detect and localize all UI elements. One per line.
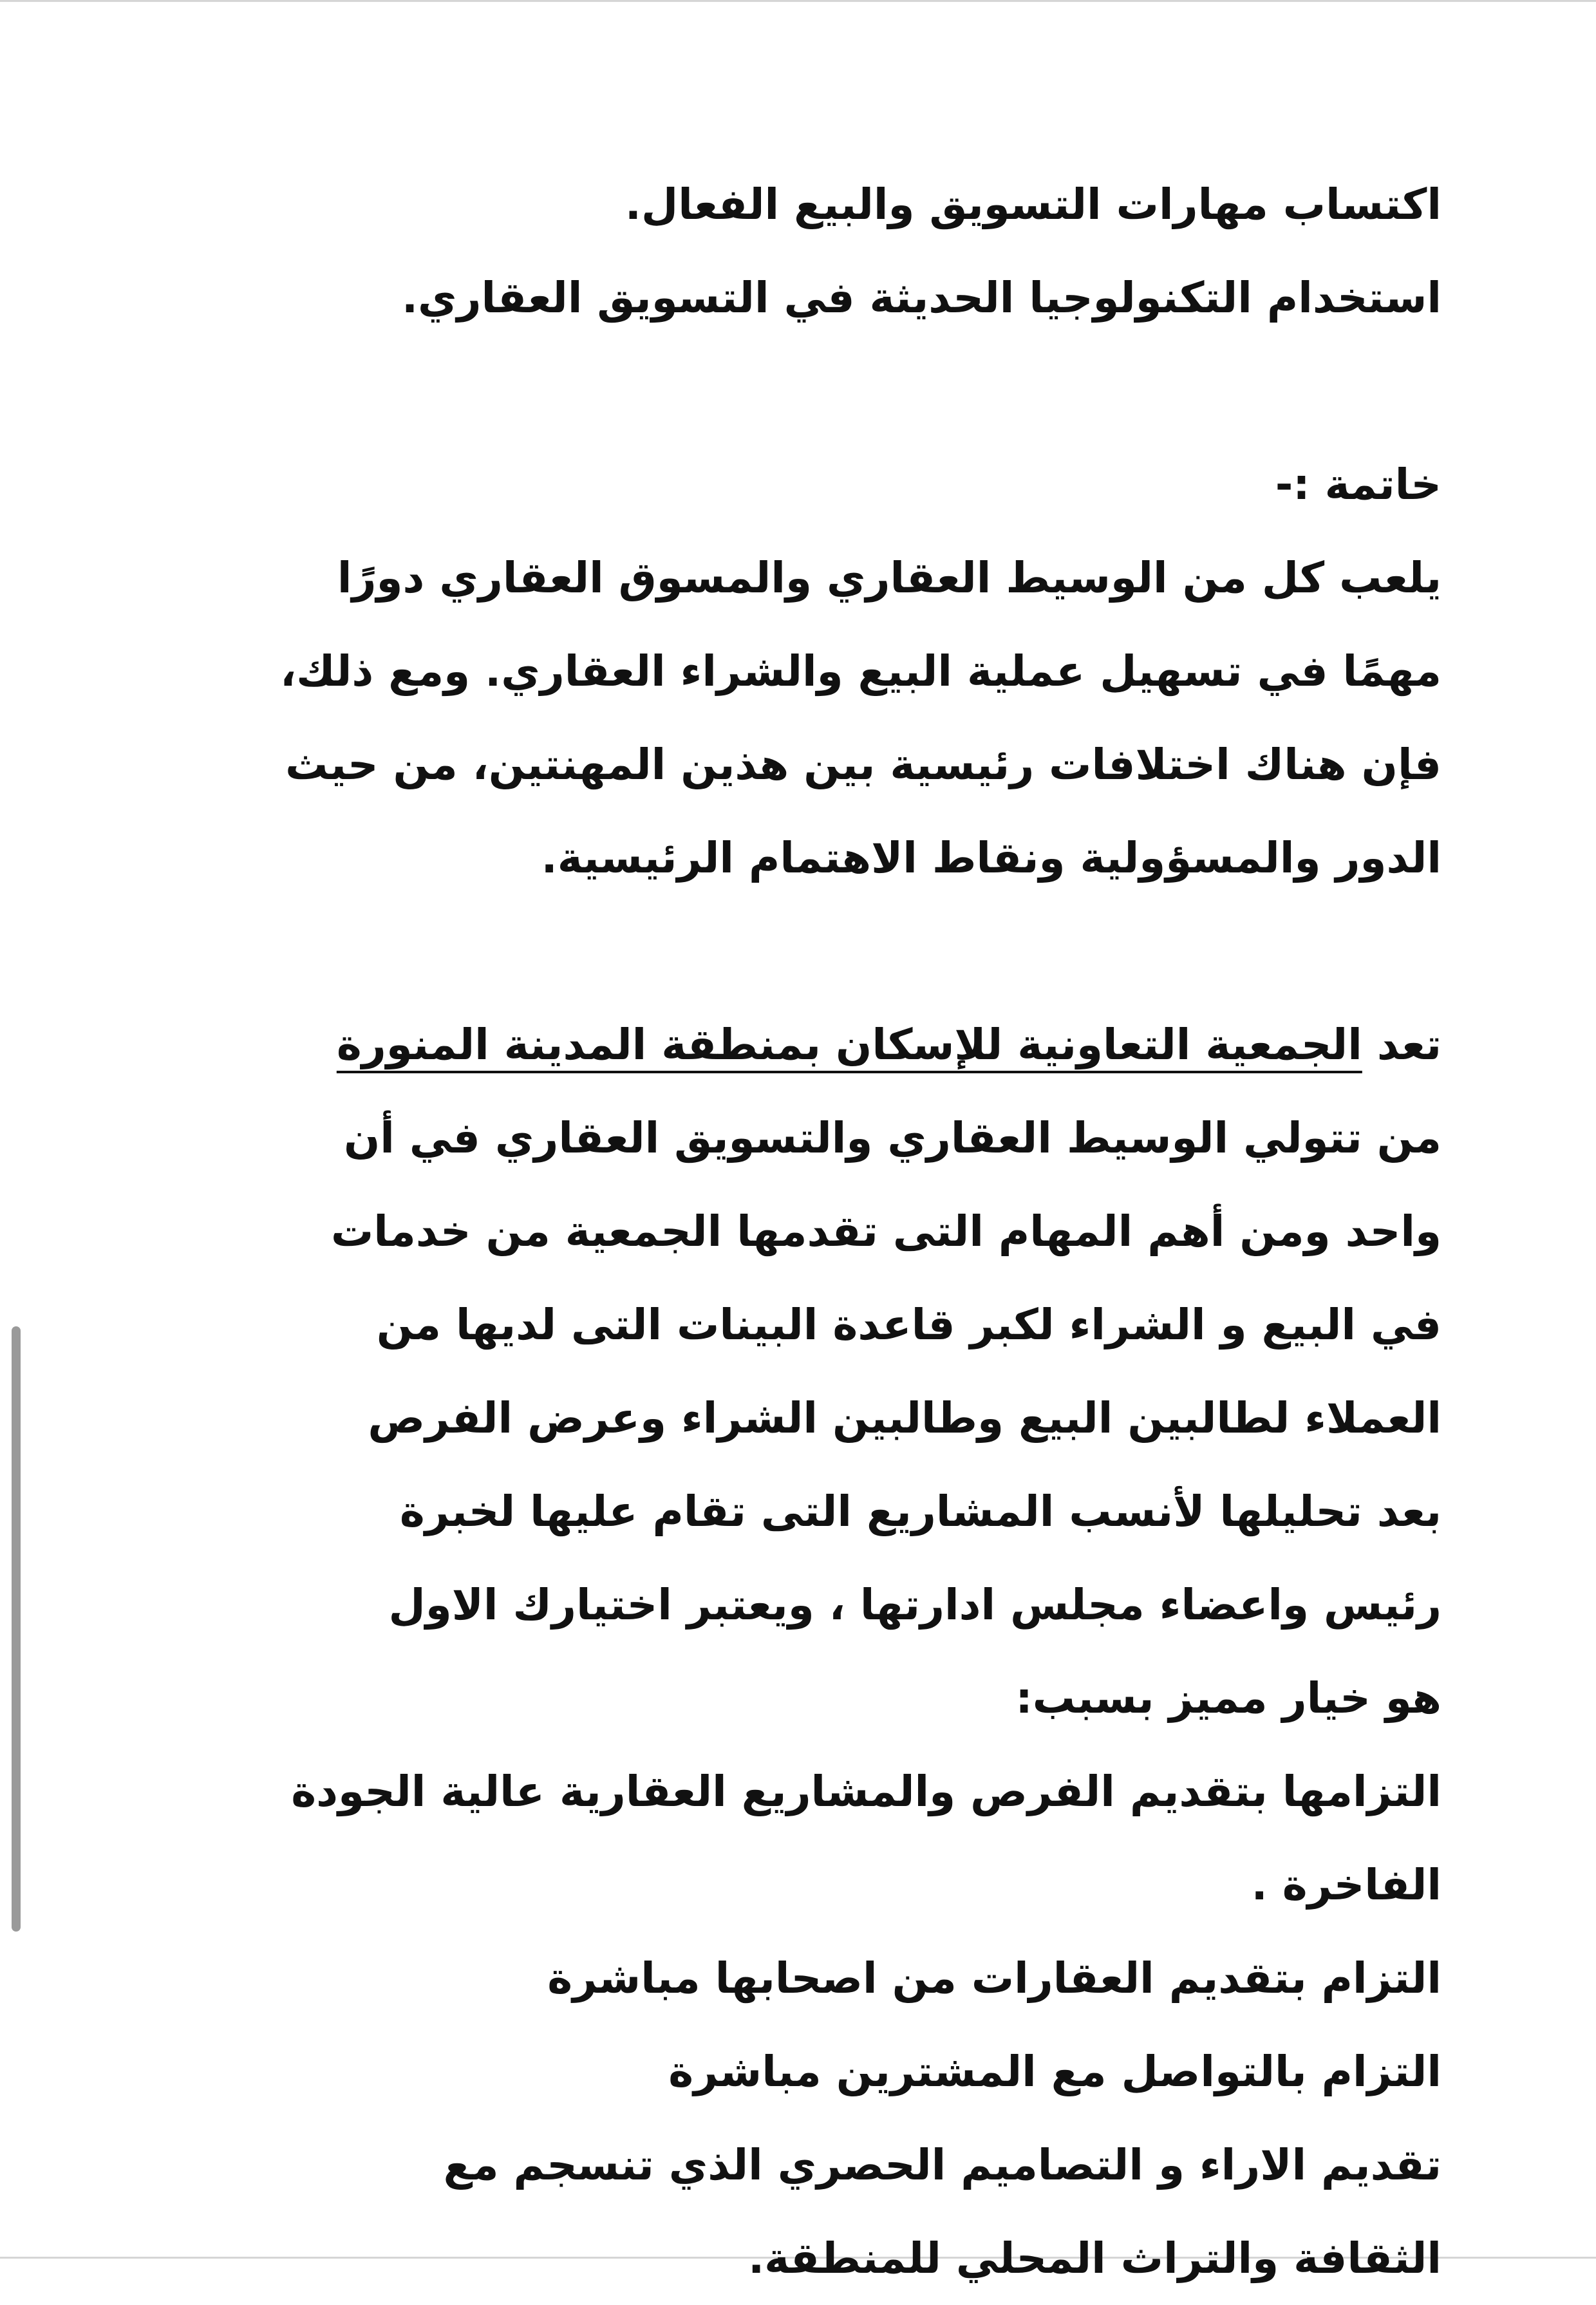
paragraph-gap <box>147 905 1441 998</box>
conclusion-line: فإن هناك اختلافات رئيسية بين هذين المهنتين، من حيث <box>285 740 1441 789</box>
association-line: التزام بالتواصل مع المشترين مباشرة <box>668 2047 1441 2096</box>
association-heading-prefix: تعد <box>1376 1020 1441 1069</box>
vertical-scrollbar[interactable] <box>12 1326 21 1932</box>
association-name: الجمعية التعاونية للإسكان بمنطقة المدينة المنورة <box>336 1020 1362 1069</box>
intro-line: اكتساب مهارات التسويق والبيع الفعال. <box>624 180 1441 229</box>
association-line: العملاء لطالبين البيع وطالبين الشراء وعرض الفرص <box>368 1393 1441 1443</box>
conclusion-heading: خاتمة :- <box>1275 460 1441 509</box>
paragraph-gap <box>147 344 1441 438</box>
association-line: رئيس واعضاء مجلس ادارتها ، ويعتبر اختيارك الاول <box>388 1580 1441 1630</box>
association-line: تقديم الاراء و التصاميم الحصري الذي تنسجم مع <box>443 2140 1441 2190</box>
document-body <box>147 158 1441 2305</box>
association-line: من تتولي الوسيط العقاري والتسويق العقاري في أن <box>343 1113 1441 1163</box>
conclusion-line: يلعب كل من الوسيط العقاري والمسوق العقاري دورًا <box>337 553 1441 603</box>
association-line: الثقافة والتراث المحلي للمنطقة. <box>748 2234 1441 2283</box>
conclusion-line: الدور والمسؤولية ونقاط الاهتمام الرئيسية. <box>541 833 1441 883</box>
association-line: التزامها بتقديم الفرص والمشاريع العقارية عالية الجودة <box>291 1767 1441 1816</box>
association-line: واحد ومن أهم المهام التى تقدمها الجمعية من خدمات <box>330 1207 1441 1256</box>
association-heading <box>147 998 1441 1091</box>
association-line: التزام بتقديم العقارات من اصحابها مباشرة <box>547 1953 1441 2003</box>
conclusion-line: مهمًا في تسهيل عملية البيع والشراء العقاري. ومع ذلك، <box>280 646 1441 696</box>
association-line: الفاخرة . <box>1251 1860 1441 1910</box>
association-line: هو خيار مميز بسبب: <box>1015 1673 1441 1723</box>
intro-line: استخدام التكنولوجيا الحديثة في التسويق العقاري. <box>401 273 1441 323</box>
association-line: بعد تحليلها لأنسب المشاريع التى تقام عليها لخبرة <box>399 1487 1441 1536</box>
association-line: في البيع و الشراء لكبر قاعدة البينات التى لديها من <box>376 1300 1441 1350</box>
